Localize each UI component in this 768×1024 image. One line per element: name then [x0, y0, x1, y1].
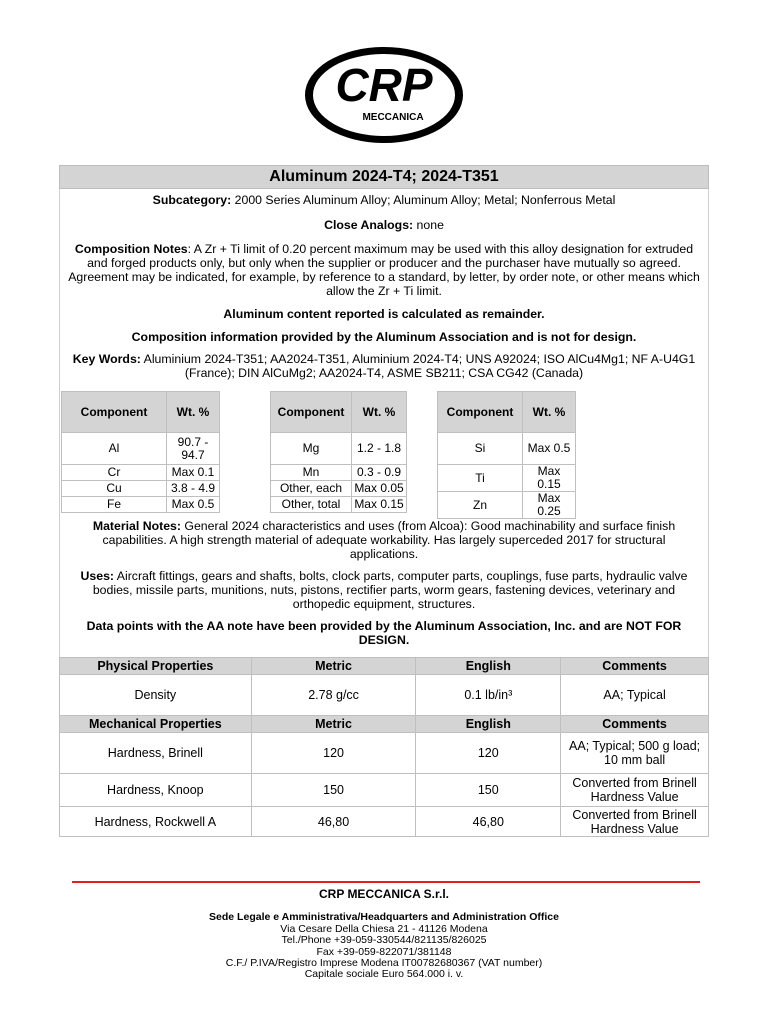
close-analogs-block — [59, 215, 709, 240]
footer-phone: Tel./Phone +39-059-330544/821135/826025 — [281, 934, 487, 947]
footer-fax: Fax +39-059-822071/381148 — [316, 945, 452, 958]
wt-cell: Max 0.1 — [167, 465, 220, 481]
property-name: Hardness, Knoop — [60, 774, 252, 807]
metric-value: 120 — [251, 733, 416, 774]
footer-vat: C.F./ P.IVA/Registro Imprese Modena IT00782680367 (VAT number) — [225, 956, 543, 969]
composition-table-2 — [270, 391, 407, 513]
footer-capital: Capitale sociale Euro 564.000 i. v. — [304, 968, 464, 981]
page-title: Aluminum 2024-T4; 2024-T351 — [59, 165, 709, 189]
comments-value: Converted from Brinell Hardness Value — [561, 807, 709, 837]
wt-cell: Max 0.5 — [523, 433, 576, 465]
component-cell: Cr — [62, 465, 167, 481]
component-cell: Mn — [271, 465, 352, 481]
logo-subtitle: MECCANICA — [362, 112, 424, 123]
footer-company: CRP MECCANICA S.r.l. — [318, 887, 450, 901]
subcategory-block — [59, 189, 709, 215]
component-cell: Si — [438, 433, 523, 465]
component-cell: Zn — [438, 492, 523, 519]
wt-cell: 3.8 - 4.9 — [167, 481, 220, 497]
properties-table — [59, 657, 709, 837]
component-cell: Other, total — [271, 497, 352, 513]
wt-cell: Max 0.15 — [523, 465, 576, 492]
mechanical-properties-header: Mechanical Properties — [60, 716, 252, 733]
composition-notes-label: Composition Notes — [74, 242, 188, 256]
property-name: Hardness, Brinell — [60, 733, 252, 774]
material-notes-label: Material Notes: — [92, 519, 181, 533]
metric-value: 2.78 g/cc — [251, 675, 416, 716]
table-row — [60, 675, 709, 716]
wt-cell: 90.7 - 94.7 — [167, 433, 220, 465]
composition-tables — [59, 391, 709, 518]
close-analogs-label: Close Analogs: — [324, 218, 414, 232]
physical-properties-header: Physical Properties — [60, 658, 252, 675]
key-words-value: Aluminium 2024-T351; AA2024-T351, Aluminium 2024-T4; UNS A92024; ISO AlCu4Mg1; NF A-U4G1 (France); DIN AlCuMg2; AA2024-T4, ASME SB211; CSA CG42 (Canada) — [140, 352, 696, 380]
wt-cell: Max 0.25 — [523, 492, 576, 519]
english-value: 0.1 lb/in³ — [416, 675, 561, 716]
wt-cell: 1.2 - 1.8 — [352, 433, 407, 465]
property-name: Hardness, Rockwell A — [60, 807, 252, 837]
component-cell: Other, each — [271, 481, 352, 497]
wt-cell: Max 0.05 — [352, 481, 407, 497]
english-header: English — [416, 716, 561, 733]
table-row — [60, 807, 709, 837]
composition-table-1 — [61, 391, 220, 513]
component-cell: Cu — [62, 481, 167, 497]
subcategory-value: 2000 Series Aluminum Alloy; Aluminum Alloy; Metal; Nonferrous Metal — [231, 193, 616, 207]
comments-header: Comments — [561, 716, 709, 733]
component-cell: Mg — [271, 433, 352, 465]
uses-label: Uses: — [80, 569, 115, 583]
component-cell: Fe — [62, 497, 167, 513]
metric-value: 46,80 — [251, 807, 416, 837]
logo-letters: CRP — [335, 59, 433, 111]
subcategory-label: Subcategory: — [152, 193, 232, 207]
component-header: Component — [62, 392, 167, 433]
uses-value: Aircraft fittings, gears and shafts, bolts, clock parts, computer parts, couplings, fuse parts, hydraulic valve bodies, missile parts, munitions, nuts, pistons, rectifier parts, worm gears, fastening devices, veterinary and orthopedic equipment, structures. — [92, 569, 688, 611]
wt-cell: 0.3 - 0.9 — [352, 465, 407, 481]
property-name: Density — [60, 675, 252, 716]
footer-divider — [72, 881, 700, 883]
composition-table-3 — [437, 391, 576, 519]
english-value: 46,80 — [416, 807, 561, 837]
english-header: English — [416, 658, 561, 675]
key-words-block — [59, 350, 709, 391]
metric-value: 150 — [251, 774, 416, 807]
component-header: Component — [438, 392, 523, 433]
aluminum-note-block — [59, 302, 709, 327]
comments-header: Comments — [561, 658, 709, 675]
comments-value: AA; Typical; 500 g load; 10 mm ball — [561, 733, 709, 774]
wt-header: Wt. % — [523, 392, 576, 433]
english-value: 150 — [416, 774, 561, 807]
wt-header: Wt. % — [352, 392, 407, 433]
uses-block — [59, 565, 709, 619]
wt-cell: Max 0.15 — [352, 497, 407, 513]
mechanical-header-row — [60, 716, 709, 733]
aa-note: Data points with the AA note have been provided by the Aluminum Association, Inc. and are NOT FOR DESIGN. — [86, 619, 682, 647]
datasheet — [59, 165, 709, 837]
aluminum-note: Aluminum content reported is calculated as remainder. — [223, 307, 545, 321]
component-header: Component — [271, 392, 352, 433]
footer-contact — [0, 924, 768, 980]
physical-header-row — [60, 658, 709, 675]
comments-value: Converted from Brinell Hardness Value — [561, 774, 709, 807]
table-row — [60, 774, 709, 807]
close-analogs-value: none — [413, 218, 444, 232]
english-value: 120 — [416, 733, 561, 774]
component-cell: Al — [62, 433, 167, 465]
material-notes-value: General 2024 characteristics and uses (from Alcoa): Good machinability and surface finish capabilities. A high strength material of adequate workability. Has largely superceded 2017 for structural applications. — [102, 519, 676, 561]
association-note-block — [59, 327, 709, 350]
footer-office: Sede Legale e Amministrativa/Headquarters and Administration Office — [209, 911, 559, 923]
key-words-label: Key Words: — [72, 352, 141, 366]
aa-note-block — [59, 619, 709, 657]
metric-header: Metric — [251, 716, 416, 733]
table-row — [60, 733, 709, 774]
wt-header: Wt. % — [167, 392, 220, 433]
comments-value: AA; Typical — [561, 675, 709, 716]
footer-address: Via Cesare Della Chiesa 21 - 41126 Modena — [280, 923, 488, 935]
metric-header: Metric — [251, 658, 416, 675]
material-notes-block — [59, 507, 709, 565]
wt-cell: Max 0.5 — [167, 497, 220, 513]
component-cell: Ti — [438, 465, 523, 492]
association-note: Composition information provided by the Aluminum Association and is not for design. — [131, 330, 637, 344]
composition-notes-value: : A Zr + Ti limit of 0.20 percent maximum may be used with this alloy designation for extruded and forged products only, but only when the supplier or producer and the purchaser have mutually so agreed. Agreement may be indicated, for example, by reference to a standard, by letter, by order note, or other means which allow the Zr + Ti limit. — [68, 242, 700, 298]
crp-logo — [303, 45, 465, 145]
composition-notes-block — [59, 240, 709, 302]
